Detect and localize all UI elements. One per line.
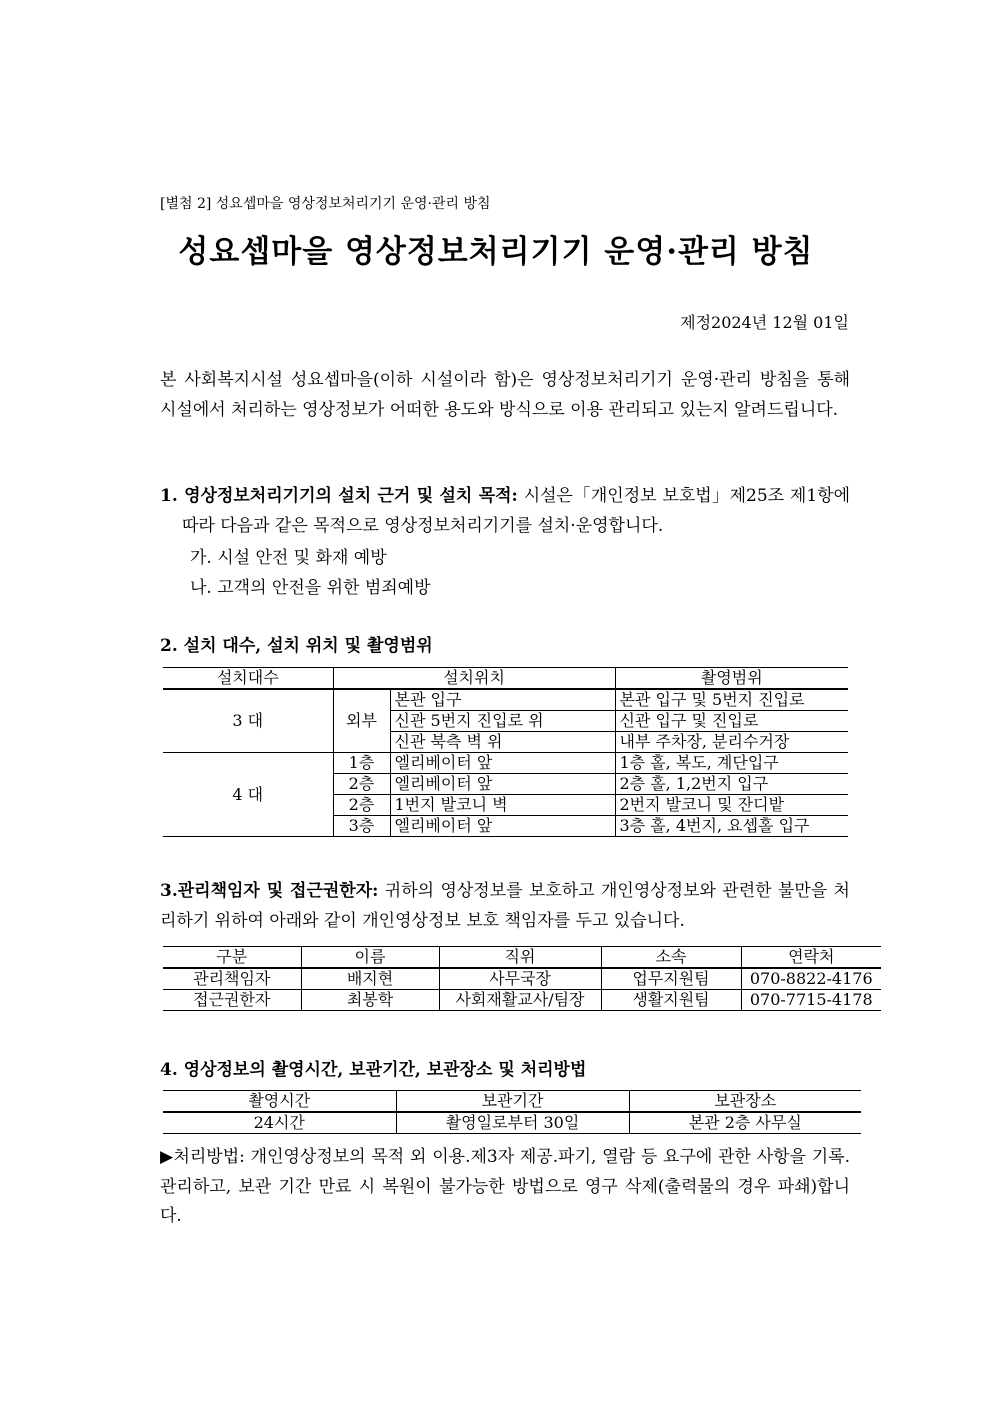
location-cell: 본관 입구: [390, 689, 615, 711]
group1-area: 외부: [333, 689, 390, 753]
table-row: [163, 689, 848, 711]
col-header-name: 이름: [301, 947, 439, 969]
table-header-row: [163, 947, 881, 969]
location-cell: 신관 5번지 진입로 위: [390, 711, 615, 732]
col-header-recording-time: 촬영시간: [163, 1091, 396, 1113]
range-cell: 본관 입구 및 5번지 진입로: [615, 689, 848, 711]
storage-place-cell: 본관 2층 사무실: [629, 1112, 861, 1134]
table-row: [163, 968, 881, 990]
name-cell: 최봉학: [301, 990, 439, 1011]
table-header-row: [163, 1091, 861, 1113]
location-cell: 엘리베이터 앞: [390, 816, 615, 837]
col-header-range: 촬영범위: [615, 668, 848, 690]
table-row: [163, 1112, 861, 1134]
contact-cell: 070-7715-4178: [741, 990, 881, 1011]
section3-body: 귀하의 영상정보를 보호하고 개인영상정보와 관련한 불만을 처리하기 위하여 아래와 같이 개인영상정보 보호 책임자를 두고 있습니다.: [160, 881, 850, 931]
range-cell: 1층 홀, 복도, 계단입구: [615, 753, 848, 774]
retention-period-cell: 촬영일로부터 30일: [396, 1112, 629, 1134]
range-cell: 2층 홀, 1,2번지 입구: [615, 774, 848, 795]
col-header-storage-place: 보관장소: [629, 1091, 861, 1113]
section2-heading: 2. 설치 대수, 설치 위치 및 촬영범위: [160, 636, 433, 656]
section1-heading: 1. 영상정보처리기기의 설치 근거 및 설치 목적:: [160, 486, 518, 506]
name-cell: 배지현: [301, 968, 439, 990]
manager-table: [163, 946, 881, 1011]
attachment-label: [별첨 2] 성요셉마을 영상정보처리기기 운영·관리 방침: [160, 196, 491, 212]
location-cell: 엘리베이터 앞: [390, 753, 615, 774]
col-header-type: 구분: [163, 947, 301, 969]
contact-cell: 070-8822-4176: [741, 968, 881, 990]
location-cell: 엘리베이터 앞: [390, 774, 615, 795]
processing-method-paragraph: ▶처리방법: 개인영상정보의 목적 외 이용.제3자 제공.파기, 열람 등 요구에 관한 사항을 기록.관리하고, 보관 기간 만료 시 복원이 불가능한 방법으로 영구 삭제(출력물의 경우 파쇄)합니다.: [160, 1147, 850, 1226]
table-row: [163, 990, 881, 1011]
position-cell: 사무국장: [439, 968, 601, 990]
department-cell: 생활지원팀: [601, 990, 741, 1011]
section3-paragraph: [160, 877, 850, 936]
retention-table: [163, 1090, 861, 1134]
intro-paragraph: 본 사회복지시설 성요셉마을(이하 시설이라 함)은 영상정보처리기기 운영·관리 방침을 통해 시설에서 처리하는 영상정보가 어떠한 용도와 방식으로 이용 관리되고 있는지 알려드립니다.: [160, 370, 850, 420]
group2-count: 4 대: [163, 753, 333, 837]
col-header-retention-period: 보관기간: [396, 1091, 629, 1113]
type-cell: 접근권한자: [163, 990, 301, 1011]
type-cell: 관리책임자: [163, 968, 301, 990]
section3-heading: 3.관리책임자 및 접근권한자:: [160, 881, 379, 901]
floor-cell: 2층: [333, 774, 390, 795]
col-header-location: 설치위치: [333, 668, 615, 690]
floor-cell: 2층: [333, 795, 390, 816]
range-cell: 내부 주차장, 분리수거장: [615, 732, 848, 753]
section4-heading: 4. 영상정보의 촬영시간, 보관기간, 보관장소 및 처리방법: [160, 1060, 587, 1080]
section1-body: 시설은「개인정보 보호법」제25조 제1항에 따라 다음과 같은 목적으로 영상정보처리기기를 설치·운영합니다.: [182, 486, 850, 536]
col-header-position: 직위: [439, 947, 601, 969]
enactment-date: 제정2024년 12월 01일: [680, 313, 849, 332]
location-cell: 신관 북측 벽 위: [390, 732, 615, 753]
floor-cell: 3층: [333, 816, 390, 837]
page-title: 성요셉마을 영상정보처리기기 운영·관리 방침: [178, 234, 814, 270]
group1-count: 3 대: [163, 689, 333, 753]
section1-paragraph: [160, 482, 850, 541]
section1-item-1: 가. 시설 안전 및 화재 예방: [190, 548, 387, 568]
recording-time-cell: 24시간: [163, 1112, 396, 1134]
location-cell: 1번지 발코니 벽: [390, 795, 615, 816]
col-header-count: 설치대수: [163, 668, 333, 690]
col-header-contact: 연락처: [741, 947, 881, 969]
floor-cell: 1층: [333, 753, 390, 774]
range-cell: 2번지 발코니 및 잔디밭: [615, 795, 848, 816]
range-cell: 3층 홀, 4번지, 요셉홀 입구: [615, 816, 848, 837]
range-cell: 신관 입구 및 진입로: [615, 711, 848, 732]
section1-item-2: 나. 고객의 안전을 위한 범죄예방: [190, 578, 431, 598]
col-header-department: 소속: [601, 947, 741, 969]
department-cell: 업무지원팀: [601, 968, 741, 990]
camera-installation-table: [163, 667, 848, 837]
position-cell: 사회재활교사/팀장: [439, 990, 601, 1011]
table-header-row: [163, 668, 848, 690]
table-row: [163, 753, 848, 774]
